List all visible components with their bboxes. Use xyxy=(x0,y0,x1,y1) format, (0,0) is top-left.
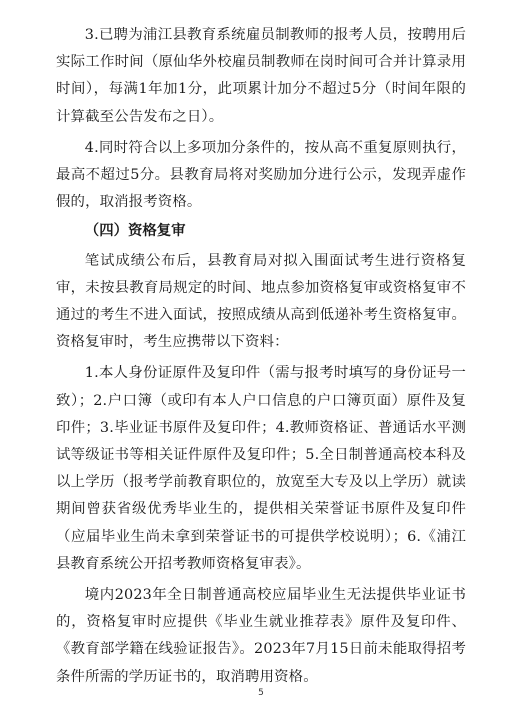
paragraph-bonus-rule-3: 3.已聘为浦江县教育系统雇员制教师的报考人员，按聘用后实际工作时间（原仙华外校雇员制教师在岗时间可合并计算录用时间），每满1年加1分，此项累计加分不超过5分（时间年限的计算截至公告发布之日）。 xyxy=(56,27,466,125)
page-number: 5 xyxy=(258,688,264,698)
section-heading-qualification-review: （四）资格复审 xyxy=(84,223,186,240)
paragraph-review-materials: 1.本人身份证原件及复印件（需与报考时填写的身份证号一致）；2.户口簿（或印有本人户口信息的户口簿页面）原件及复印件；3.毕业证书原件及复印件；4.教师资格证、普通话水平测试等级证书等相关证件原件及复印件；5.全日制普通高校本科及以上学历（报考学前教育职位的，放宽至大专及以上学历）就读期间曾获省级优秀毕业生的，提供相关荣誉证书原件及复印件（应届毕业生尚未拿到荣誉证书的可提供学校说明）；6.《浦江县教育系统公开招考教师资格复审表》。 xyxy=(56,365,466,572)
paragraph-review-intro: 笔试成绩公布后，县教育局对拟入围面试考生进行资格复审，未按县教育局规定的时间、地点参加资格复审或资格复审不通过的考生不进入面试，按照成绩从高到低递补考生资格复审。资格复审时，考生应携带以下资料： xyxy=(56,252,466,351)
document-body xyxy=(56,22,466,695)
paragraph-graduate-note: 境内2023年全日制普通高校应届毕业生无法提供毕业证书的，资格复审时应提供《毕业生就业推荐表》原件及复印件、《教育部学籍在线验证报告》。2023年7月15日前未能取得招考条件所需的学历证书的，取消聘用资格。 xyxy=(56,587,466,685)
paragraph-bonus-rule-4: 4.同时符合以上多项加分条件的，按从高不重复原则执行，最高不超过5分。县教育局将对奖励加分进行公示，发现弄虚作假的，取消报考资格。 xyxy=(56,139,466,211)
